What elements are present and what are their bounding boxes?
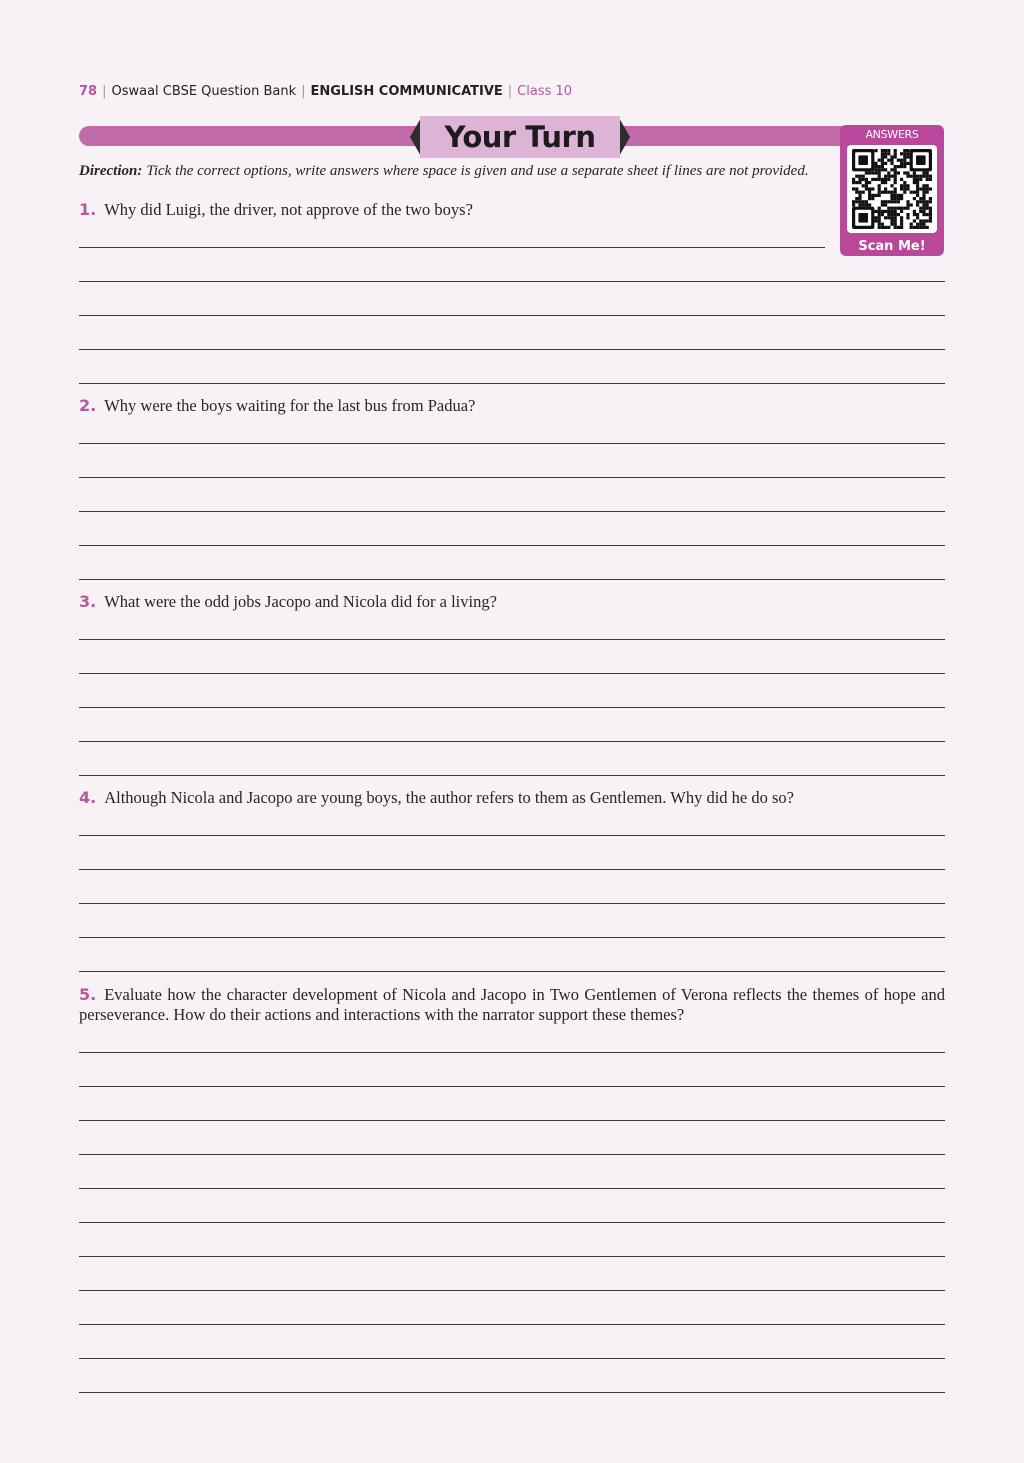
- running-head: [79, 84, 572, 99]
- answer-line[interactable]: [79, 1120, 945, 1121]
- answer-line[interactable]: [79, 1188, 945, 1189]
- section-banner: [410, 116, 630, 158]
- answer-line[interactable]: [79, 1358, 945, 1359]
- answer-line[interactable]: [79, 1324, 945, 1325]
- direction-label: Direction:: [79, 163, 143, 179]
- separator: |: [102, 84, 107, 99]
- section-title: Your Turn: [420, 116, 620, 158]
- separator: |: [301, 84, 306, 99]
- answer-line[interactable]: [79, 1052, 945, 1053]
- answer-line[interactable]: [79, 443, 945, 444]
- question-number: 5.: [79, 985, 97, 1004]
- answer-line[interactable]: [79, 1086, 945, 1087]
- series-name: Oswaal CBSE Question Bank: [111, 84, 297, 99]
- answer-line[interactable]: [79, 1392, 945, 1393]
- question-text: Although Nicola and Jacopo are young boys, the author refers to them as Gentlemen. Why did he do so?: [104, 788, 794, 807]
- page-number: 78: [79, 84, 98, 99]
- answer-line[interactable]: [79, 869, 945, 870]
- question-text: What were the odd jobs Jacopo and Nicola did for a living?: [104, 592, 497, 611]
- answer-line[interactable]: [79, 247, 825, 248]
- answer-line[interactable]: [79, 775, 945, 776]
- answer-line[interactable]: [79, 511, 945, 512]
- question-text: Evaluate how the character development of Nicola and Jacopo in Two Gentlemen of Verona reflects the themes of hope and perseverance. How do their actions and interactions with the narrator support these themes?: [79, 985, 945, 1024]
- answer-line[interactable]: [79, 835, 945, 836]
- answer-line[interactable]: [79, 1154, 945, 1155]
- answer-line[interactable]: [79, 673, 945, 674]
- question-5: [79, 985, 945, 1025]
- question-number: 1.: [79, 200, 97, 219]
- class-label: Class 10: [517, 84, 573, 99]
- answer-line[interactable]: [79, 639, 945, 640]
- question-number: 2.: [79, 396, 97, 415]
- answer-line[interactable]: [79, 707, 945, 708]
- answer-line[interactable]: [79, 315, 945, 316]
- question-3: [79, 592, 945, 612]
- answer-line[interactable]: [79, 937, 945, 938]
- direction-text: [79, 163, 839, 180]
- qr-top-label: ANSWERS: [865, 128, 919, 141]
- answer-line[interactable]: [79, 349, 945, 350]
- question-1: [79, 200, 945, 220]
- qr-bottom-label: Scan Me!: [858, 239, 926, 254]
- question-text: Why were the boys waiting for the last bus from Padua?: [104, 396, 476, 415]
- answer-line[interactable]: [79, 903, 945, 904]
- answer-line[interactable]: [79, 971, 945, 972]
- question-4: [79, 788, 945, 808]
- question-text: Why did Luigi, the driver, not approve of the two boys?: [104, 200, 473, 219]
- answer-line[interactable]: [79, 281, 945, 282]
- answer-line[interactable]: [79, 383, 945, 384]
- question-2: [79, 396, 945, 416]
- answer-line[interactable]: [79, 1256, 945, 1257]
- answer-line[interactable]: [79, 1290, 945, 1291]
- answer-line[interactable]: [79, 579, 945, 580]
- answer-line[interactable]: [79, 477, 945, 478]
- answer-line[interactable]: [79, 741, 945, 742]
- question-number: 3.: [79, 592, 97, 611]
- answer-line[interactable]: [79, 1222, 945, 1223]
- direction-body: Tick the correct options, write answers where space is given and use a separate sheet if lines are not provided.: [146, 163, 809, 179]
- subject-name: ENGLISH COMMUNICATIVE: [310, 84, 503, 99]
- answer-line[interactable]: [79, 545, 945, 546]
- separator: |: [507, 84, 513, 99]
- answers-qr-panel[interactable]: [840, 125, 944, 256]
- question-number: 4.: [79, 788, 97, 807]
